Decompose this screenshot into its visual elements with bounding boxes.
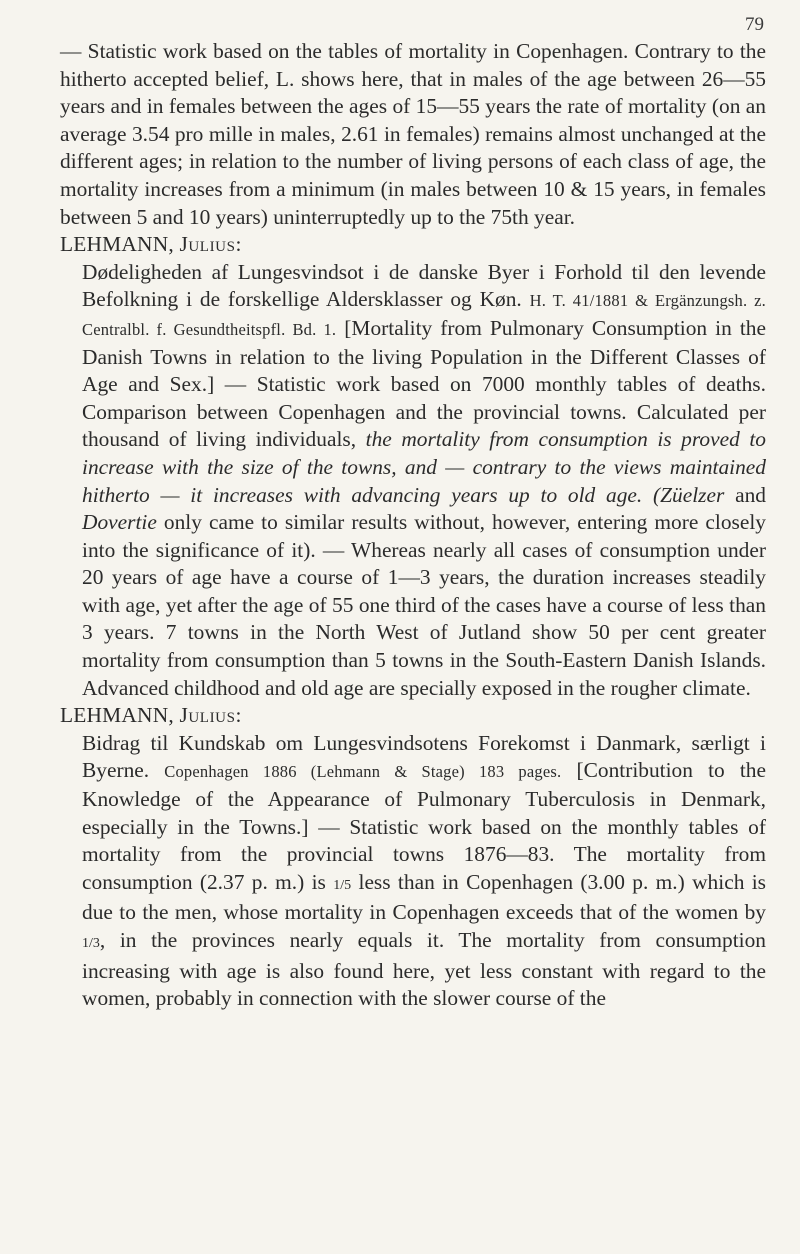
entry-source: H. T. 41/1881 & Ergänzungsh. z. Centralbl. f. Gesundtheitspfl. Bd. 1. [82, 291, 767, 339]
entry-text-2: only came to similar results without, however, entering more closely into the significance of it). — Whereas nearly all cases of consumption under 20 years of age have a course of 1—3 years, the duration increases steadily with age, yet after the age of 55 one third of the cases have a course of less than 3 years. 7 towns in the North West of Jutland show 50 per cent greater mortality from consumption than 5 towns in the South-Eastern Danish Islands. Advanced childhood and old age are specially exposed in the rougher climate. [82, 510, 766, 700]
fraction: 1/5 [333, 877, 352, 893]
entry-title: Dødeligheden af Lungesvindsot i de danske Byer i Forhold til den levende Befolkning i de forskellige Aldersklasser og Køn. [82, 259, 766, 312]
entry-text-3: , in the provinces nearly equals it. The mortality from consumption increasing with age is also found here, yet less constant with regard to the women, probably in connection with the slower course of the [82, 928, 766, 1011]
entry-text-2: less than in Copenhagen (3.00 p. m.) which is due to the men, whose mortality in Copenhagen exceeds that of the women by [82, 869, 766, 925]
entry-body [60, 730, 766, 1013]
entry-continuation: — Statistic work based on the tables of mortality in Copenhagen. Contrary to the hitherto accepted belief, L. shows here, that in males of the age between 26—55 years and in females between the ages of 15—55 years the rate of mortality (on an average 3.54 pro mille in males, 2.61 in females) remains almost unchanged at the different ages; in relation to the number of living persons of each class of age, the mortality increases from a minimum (in males between 10 & 15 years, in females between 5 and 10 years) uninterruptedly up to the 75th year. [60, 39, 766, 229]
author-surname: LEHMANN, [60, 232, 174, 257]
entry-title: Bidrag til Kundskab om Lungesvindsotens Forekomst i Danmark, særligt i Byerne. [82, 730, 766, 783]
entry-author [60, 702, 766, 730]
entry-text: — Statistic work based on the monthly tables of mortality from the provincial towns 1876—83. The mortality from consumption (2.37 p. m.) is [82, 814, 766, 894]
entry-translation: [Mortality from Pulmonary Consumption in the Danish Towns in relation to the living Population in the Different Classes of Age and Sex.] [82, 315, 766, 397]
entry-author [60, 231, 766, 259]
entry-text-italic-2: Dovertie [82, 510, 157, 535]
entry-text-and: and [735, 482, 766, 507]
author-given-name: Julius: [179, 703, 243, 728]
entry-body [60, 259, 766, 703]
fraction: 1/3 [82, 936, 100, 951]
page-number: 79 [745, 14, 764, 35]
author-given-name: Julius: [179, 232, 243, 257]
author-surname: LEHMANN, [60, 703, 174, 728]
page-content [60, 38, 766, 1013]
entry-source: Copenhagen 1886 (Lehmann & Stage) 183 pages. [164, 762, 562, 782]
entry-translation: [Contribution to the Knowledge of the Appearance of Pulmonary Tuberculosis in Denmark, especially in the Towns.] [82, 758, 766, 839]
entry-text: — Statistic work based on 7000 monthly tables of deaths. Comparison between Copenhagen and the provincial towns. Calculated per thousand of living individuals, [82, 372, 766, 452]
entry-text-italic: the mortality from consumption is proved to increase with the size of the towns, and — contrary to the views maintained hitherto — it increases with advancing years up to old age. (Züelzer [82, 427, 766, 507]
